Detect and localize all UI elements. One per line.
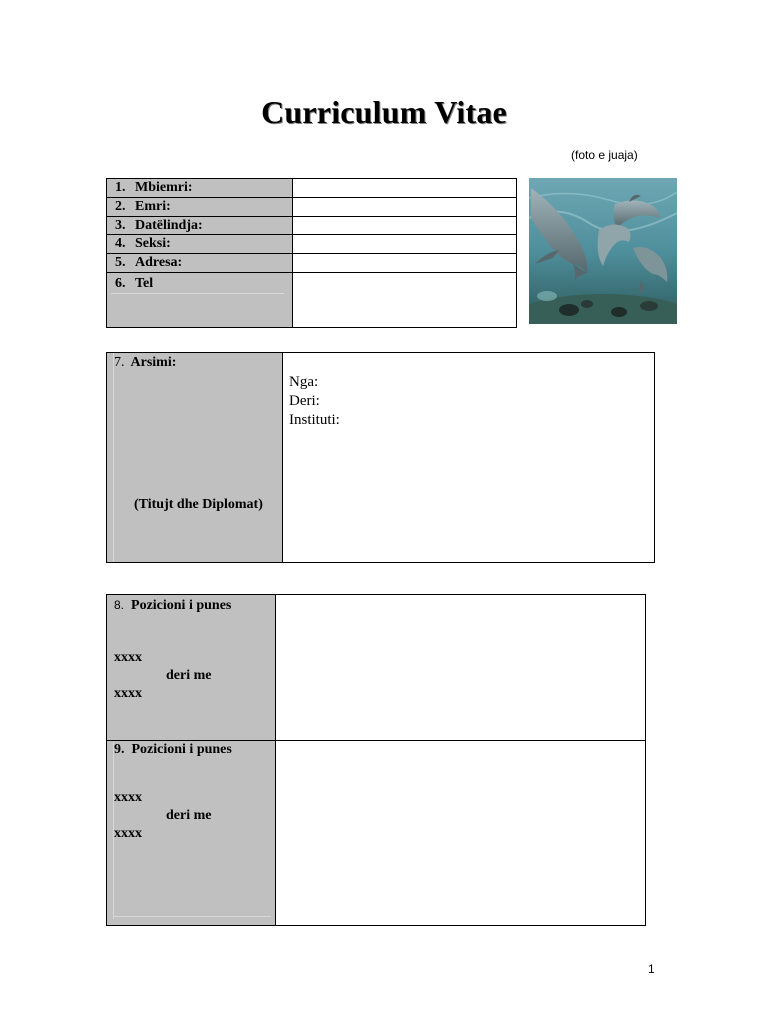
row-tel [107,273,516,327]
row-mbiemri [107,179,516,198]
dolphins-photo [529,178,677,324]
job-9-details-field[interactable] [277,741,645,925]
education-field-deri: Deri: [289,393,320,409]
tel-field[interactable] [293,273,516,327]
education-heading: 7. Arsimi: [114,355,177,370]
page-title: Curriculum Vitae [261,94,507,130]
row-label: 1. Mbiemri: [107,179,293,197]
page-number: 1 [648,962,655,976]
row-seksi [107,235,516,254]
row-label: 5. Adresa: [107,254,293,272]
education-table [106,352,655,563]
row-label: 2. Emri: [107,198,293,216]
datelindja-field[interactable] [293,217,516,234]
job-8-details-field[interactable] [277,595,645,740]
job-dates-8: xxxx deri me xxxx [114,650,212,701]
education-label-cell [107,353,283,562]
adresa-field[interactable] [293,254,516,272]
divider [113,353,114,562]
job-entry-8: 8. Pozicioni i punes [114,598,232,613]
divider [111,293,284,294]
job-entry-9: 9. Pozicioni i punes [114,742,232,757]
row-adresa [107,254,516,273]
row-datelindja [107,217,516,235]
row-emri [107,198,516,217]
education-fields[interactable] [289,373,340,430]
emri-field[interactable] [293,198,516,216]
row-label: 3. Datëlindja: [107,217,293,234]
jobs-table [106,594,646,926]
job-dates-9: xxxx deri me xxxx [114,790,212,841]
personal-info-table [106,178,517,328]
row-label: 4. Seksi: [107,235,293,253]
mbiemri-field[interactable] [293,179,516,197]
education-field-nga: Nga: [289,374,319,390]
jobs-label-column [107,595,276,925]
seksi-field[interactable] [293,235,516,253]
row-label: 6. Tel [107,273,293,327]
education-subtitle: (Titujt dhe Diplomat) [134,497,263,512]
education-field-instituti: Instituti: [289,412,340,428]
divider [113,916,271,917]
photo-caption: (foto e juaja) [571,148,638,162]
